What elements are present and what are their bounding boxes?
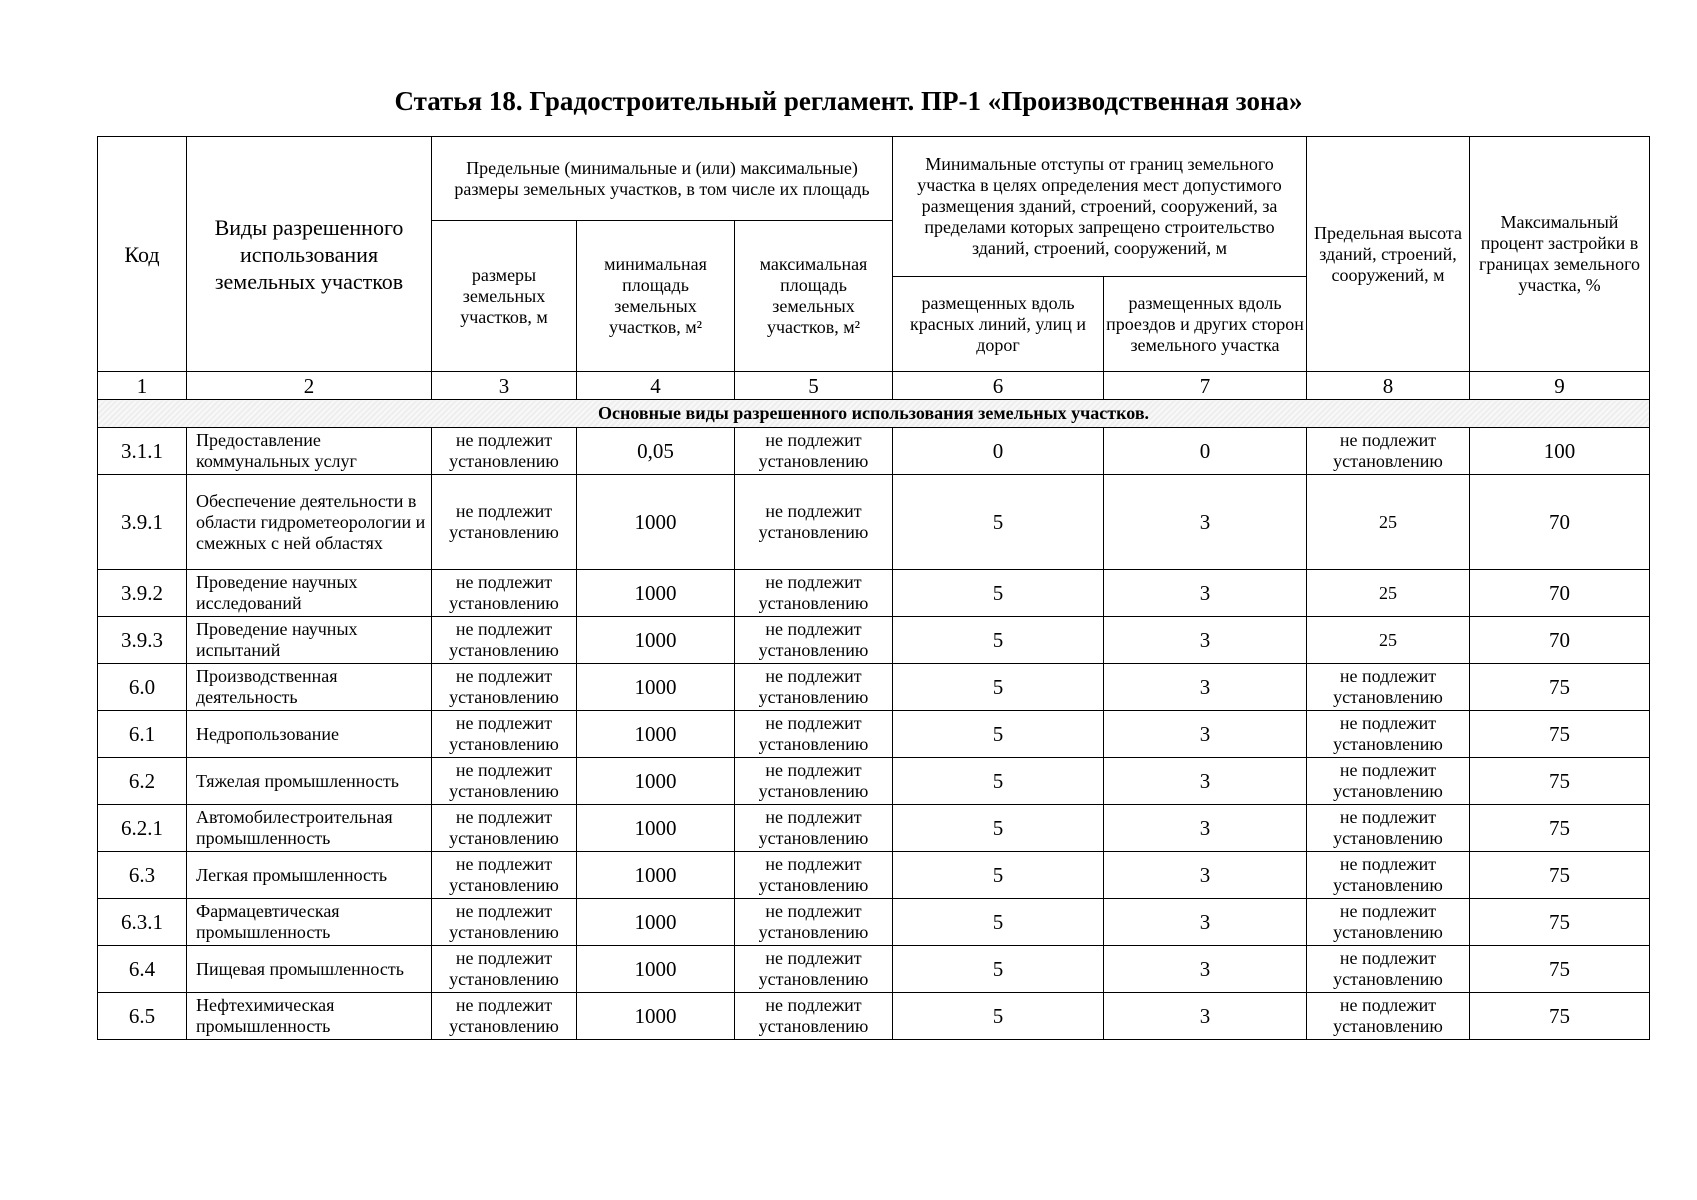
row-min-area: 1000 <box>577 711 735 758</box>
row-plot-size: не подлежит установлению <box>432 852 577 899</box>
header-max-coverage: Максимальный процент застройки в границах земельного участка, % <box>1470 137 1650 372</box>
row-setback-other: 3 <box>1104 664 1307 711</box>
column-number: 4 <box>577 372 735 400</box>
regulation-table <box>97 136 1650 1040</box>
row-max-height: не подлежит установлению <box>1307 711 1470 758</box>
row-max-height: 25 <box>1307 617 1470 664</box>
row-plot-size: не подлежит установлению <box>432 617 577 664</box>
row-setback-other: 3 <box>1104 852 1307 899</box>
row-use-name: Проведение научных испытаний <box>187 617 432 664</box>
row-use-name: Обеспечение деятельности в области гидрометеорологии и смежных с ней областях <box>187 475 432 570</box>
row-use-name: Пищевая промышленность <box>187 946 432 993</box>
table-row <box>98 758 1650 805</box>
row-setback-red-lines: 5 <box>893 711 1104 758</box>
row-setback-red-lines: 5 <box>893 899 1104 946</box>
row-max-area: не подлежит установлению <box>735 899 893 946</box>
row-max-coverage: 75 <box>1470 852 1650 899</box>
row-max-coverage: 100 <box>1470 428 1650 475</box>
row-min-area: 1000 <box>577 899 735 946</box>
row-max-area: не подлежит установлению <box>735 852 893 899</box>
row-max-coverage: 70 <box>1470 617 1650 664</box>
row-max-height: не подлежит установлению <box>1307 664 1470 711</box>
row-max-height: не подлежит установлению <box>1307 758 1470 805</box>
row-setback-other: 3 <box>1104 805 1307 852</box>
row-plot-size: не подлежит установлению <box>432 946 577 993</box>
column-number: 8 <box>1307 372 1470 400</box>
row-plot-size: не подлежит установлению <box>432 758 577 805</box>
row-max-area: не подлежит установлению <box>735 664 893 711</box>
row-min-area: 1000 <box>577 758 735 805</box>
column-number: 9 <box>1470 372 1650 400</box>
row-min-area: 1000 <box>577 475 735 570</box>
row-use-name: Нефтехимическая промышленность <box>187 993 432 1040</box>
row-setback-other: 3 <box>1104 758 1307 805</box>
row-plot-size: не подлежит установлению <box>432 805 577 852</box>
row-min-area: 1000 <box>577 852 735 899</box>
row-plot-size: не подлежит установлению <box>432 711 577 758</box>
row-max-coverage: 75 <box>1470 758 1650 805</box>
row-max-height: не подлежит установлению <box>1307 428 1470 475</box>
row-max-area: не подлежит установлению <box>735 993 893 1040</box>
row-plot-size: не подлежит установлению <box>432 570 577 617</box>
row-max-height: не подлежит установлению <box>1307 852 1470 899</box>
column-number: 5 <box>735 372 893 400</box>
row-code: 6.1 <box>98 711 187 758</box>
row-code: 3.9.3 <box>98 617 187 664</box>
row-use-name: Легкая промышленность <box>187 852 432 899</box>
row-setback-red-lines: 5 <box>893 946 1104 993</box>
row-setback-other: 3 <box>1104 993 1307 1040</box>
row-code: 6.2 <box>98 758 187 805</box>
row-setback-red-lines: 5 <box>893 852 1104 899</box>
row-setback-red-lines: 5 <box>893 617 1104 664</box>
row-max-height: 25 <box>1307 570 1470 617</box>
header-code: Код <box>98 137 187 372</box>
row-min-area: 1000 <box>577 570 735 617</box>
row-setback-other: 0 <box>1104 428 1307 475</box>
header-max-height: Предельная высота зданий, строений, сооружений, м <box>1307 137 1470 372</box>
header-plot-size: размеры земельных участков, м <box>432 221 577 372</box>
row-max-area: не подлежит установлению <box>735 711 893 758</box>
table-row <box>98 993 1650 1040</box>
table-row <box>98 617 1650 664</box>
row-code: 6.3.1 <box>98 899 187 946</box>
row-code: 6.2.1 <box>98 805 187 852</box>
row-use-name: Производственная деятельность <box>187 664 432 711</box>
table-row <box>98 428 1650 475</box>
row-setback-other: 3 <box>1104 475 1307 570</box>
row-setback-red-lines: 5 <box>893 993 1104 1040</box>
row-use-name: Недропользование <box>187 711 432 758</box>
table-row <box>98 664 1650 711</box>
row-max-area: не подлежит установлению <box>735 428 893 475</box>
row-setback-red-lines: 5 <box>893 664 1104 711</box>
row-setback-other: 3 <box>1104 617 1307 664</box>
header-limits-group: Предельные (минимальные и (или) максимальные) размеры земельных участков, в том числе их площадь <box>432 137 893 221</box>
table-row <box>98 805 1650 852</box>
row-max-coverage: 75 <box>1470 664 1650 711</box>
row-max-coverage: 75 <box>1470 711 1650 758</box>
row-plot-size: не подлежит установлению <box>432 664 577 711</box>
row-plot-size: не подлежит установлению <box>432 993 577 1040</box>
row-plot-size: не подлежит установлению <box>432 475 577 570</box>
row-setback-other: 3 <box>1104 711 1307 758</box>
row-code: 6.3 <box>98 852 187 899</box>
row-setback-other: 3 <box>1104 899 1307 946</box>
row-max-height: не подлежит установлению <box>1307 993 1470 1040</box>
row-code: 3.1.1 <box>98 428 187 475</box>
row-setback-red-lines: 5 <box>893 475 1104 570</box>
row-max-coverage: 75 <box>1470 805 1650 852</box>
section-title: Основные виды разрешенного использования земельных участков. <box>98 400 1650 428</box>
page-title: Статья 18. Градостроительный регламент. ПР-1 «Производственная зона» <box>394 86 1303 116</box>
row-setback-other: 3 <box>1104 946 1307 993</box>
row-setback-red-lines: 5 <box>893 570 1104 617</box>
column-number: 7 <box>1104 372 1307 400</box>
table-row <box>98 711 1650 758</box>
table-row <box>98 475 1650 570</box>
row-max-height: не подлежит установлению <box>1307 805 1470 852</box>
row-max-height: не подлежит установлению <box>1307 899 1470 946</box>
table-row <box>98 852 1650 899</box>
row-plot-size: не подлежит установлению <box>432 428 577 475</box>
table-row <box>98 946 1650 993</box>
header-setback-other: размещенных вдоль проездов и других сторон земельного участка <box>1104 277 1307 372</box>
row-min-area: 1000 <box>577 664 735 711</box>
row-max-height: 25 <box>1307 475 1470 570</box>
row-max-area: не подлежит установлению <box>735 758 893 805</box>
row-setback-red-lines: 5 <box>893 805 1104 852</box>
header-uses: Виды разрешенного использования земельных участков <box>187 137 432 372</box>
row-code: 6.4 <box>98 946 187 993</box>
row-max-height: не подлежит установлению <box>1307 946 1470 993</box>
row-min-area: 1000 <box>577 946 735 993</box>
row-code: 3.9.2 <box>98 570 187 617</box>
row-max-coverage: 75 <box>1470 993 1650 1040</box>
column-number: 3 <box>432 372 577 400</box>
row-use-name: Тяжелая промышленность <box>187 758 432 805</box>
row-max-coverage: 70 <box>1470 570 1650 617</box>
table-row <box>98 899 1650 946</box>
row-setback-red-lines: 0 <box>893 428 1104 475</box>
column-number: 1 <box>98 372 187 400</box>
row-max-area: не подлежит установлению <box>735 570 893 617</box>
row-max-coverage: 70 <box>1470 475 1650 570</box>
header-setbacks-group: Минимальные отступы от границ земельного участка в целях определения мест допустимого размещения зданий, строений, сооружений, за пределами которых запрещено строительство зданий, строений, сооружений, м <box>893 137 1307 277</box>
row-use-name: Автомобилестроительная промышленность <box>187 805 432 852</box>
column-number: 2 <box>187 372 432 400</box>
column-number: 6 <box>893 372 1104 400</box>
row-code: 6.5 <box>98 993 187 1040</box>
header-max-area: максимальная площадь земельных участков, м² <box>735 221 893 372</box>
row-setback-red-lines: 5 <box>893 758 1104 805</box>
row-setback-other: 3 <box>1104 570 1307 617</box>
row-max-area: не подлежит установлению <box>735 946 893 993</box>
row-min-area: 1000 <box>577 993 735 1040</box>
row-plot-size: не подлежит установлению <box>432 899 577 946</box>
row-max-coverage: 75 <box>1470 946 1650 993</box>
row-min-area: 1000 <box>577 617 735 664</box>
header-min-area: минимальная площадь земельных участков, м² <box>577 221 735 372</box>
row-max-coverage: 75 <box>1470 899 1650 946</box>
table-row <box>98 570 1650 617</box>
row-max-area: не подлежит установлению <box>735 475 893 570</box>
row-use-name: Фармацевтическая промышленность <box>187 899 432 946</box>
row-min-area: 1000 <box>577 805 735 852</box>
row-min-area: 0,05 <box>577 428 735 475</box>
row-code: 6.0 <box>98 664 187 711</box>
row-max-area: не подлежит установлению <box>735 617 893 664</box>
header-setback-red-lines: размещенных вдоль красных линий, улиц и дорог <box>893 277 1104 372</box>
row-code: 3.9.1 <box>98 475 187 570</box>
row-use-name: Проведение научных исследований <box>187 570 432 617</box>
row-max-area: не подлежит установлению <box>735 805 893 852</box>
row-use-name: Предоставление коммунальных услуг <box>187 428 432 475</box>
